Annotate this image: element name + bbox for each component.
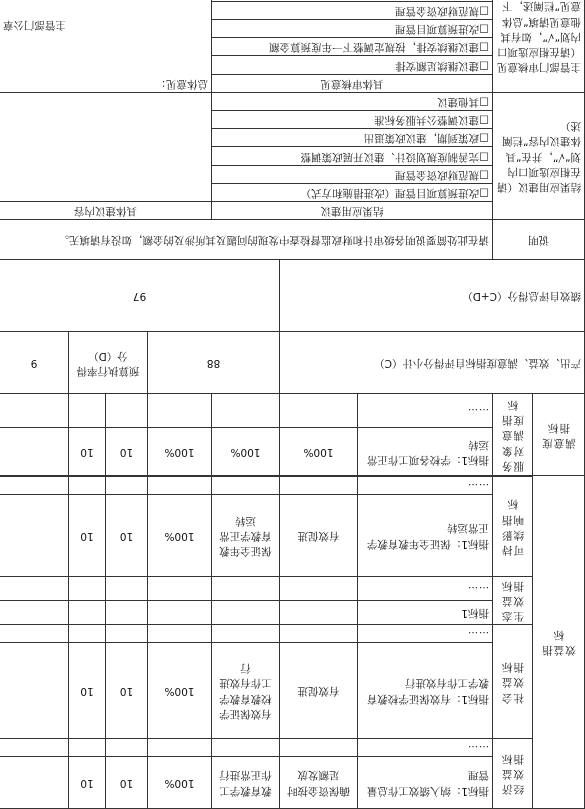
satis-rate: 100% bbox=[148, 428, 212, 476]
review-option[interactable] bbox=[212, 0, 493, 1]
results-option[interactable]: □规范财政资金管理 bbox=[212, 165, 493, 183]
total-row bbox=[0, 260, 585, 332]
eco-indicator: 指标1 bbox=[358, 600, 493, 625]
results-option[interactable]: □建议调整公共服务标准 bbox=[212, 111, 493, 129]
satis-actual: 100% bbox=[212, 428, 280, 476]
satisfaction-indicator-group: 满意度指标 bbox=[533, 394, 585, 476]
review-label: 主管部门审核意见（请在相应选项口内划“√”，如有其他意见请填“总体意见”栏阐述，下 bbox=[493, 0, 585, 92]
econ-target: 确保资金按时足额发放 bbox=[280, 757, 358, 809]
sustain-category: 可持续影响指标 bbox=[493, 477, 533, 577]
review-option[interactable]: □建议继续足额安排 bbox=[212, 56, 493, 74]
subtotal-label: 产出、效益、满意度指标自评得分小计（C） bbox=[280, 332, 585, 394]
sustain-dots: …… bbox=[358, 477, 493, 495]
satis-score: 10 bbox=[69, 428, 106, 476]
econ-indicator: 指标1：纳入绩效工作总量管理 bbox=[358, 757, 493, 809]
sustain-indicator: 指标1：保证全年教育教学正常运转 bbox=[358, 494, 493, 576]
total-value: 97 bbox=[0, 260, 280, 332]
social-dots: …… bbox=[358, 625, 493, 643]
satis-target: 100% bbox=[280, 428, 358, 476]
econ-score: 10 bbox=[69, 757, 106, 809]
table-row bbox=[0, 600, 585, 625]
social-weight: 10 bbox=[106, 643, 148, 739]
social-category: 社会效益指标 bbox=[493, 625, 533, 739]
review-overall-label: 总体意见： bbox=[155, 77, 208, 90]
table-row bbox=[0, 757, 585, 809]
table-row bbox=[0, 643, 585, 739]
results-option[interactable]: □其他建议 bbox=[212, 92, 493, 110]
subtotal-value: 88 bbox=[148, 332, 280, 394]
results-header-row bbox=[0, 202, 585, 220]
social-indicator: 指标1：有效保证学校教育教学工作有效进行 bbox=[358, 643, 493, 739]
review-stamp: 主管部门公章 bbox=[3, 18, 66, 31]
econ-rate: 100% bbox=[148, 757, 212, 809]
social-target: 有效促进 bbox=[280, 643, 358, 739]
eco-category: 生态效益指标 bbox=[493, 576, 533, 625]
econ-weight: 10 bbox=[106, 757, 148, 809]
budget-exec-value: 9 bbox=[0, 332, 69, 394]
social-score: 10 bbox=[69, 643, 106, 739]
review-option[interactable]: □建议继续安排，按规定调整下一年度预算金额 bbox=[212, 38, 493, 56]
satis-category: 服务对象满意度指标 bbox=[493, 394, 533, 476]
note-text: 请在此处简要说明各级审计和财政监督检查中发现的问题及其所涉及的金额，如没有请填无。 bbox=[0, 220, 493, 260]
review-header-row bbox=[0, 74, 585, 92]
review-option[interactable]: □改进预算项目管理 bbox=[212, 19, 493, 37]
total-label: 绩效自评总得分（C+D） bbox=[280, 260, 585, 332]
econ-dots: …… bbox=[358, 739, 493, 757]
social-actual: 有效保证学校教育教学工作有效进行 bbox=[212, 643, 280, 739]
effect-indicator-group: 效益指标 bbox=[533, 476, 585, 809]
satis-dots: …… bbox=[358, 394, 493, 428]
subtotal-row bbox=[0, 332, 585, 394]
review-overall-box[interactable] bbox=[0, 0, 212, 92]
budget-exec-label: 预算执行率得分（D） bbox=[69, 332, 148, 394]
results-label: 结果应用建议（请在相应选项口内划“√”，并在“具体建议内容”栏阐述） bbox=[493, 92, 585, 220]
table-row bbox=[0, 494, 585, 576]
econ-actual: 教育教学工作正常进行 bbox=[212, 757, 280, 809]
satis-weight: 10 bbox=[106, 428, 148, 476]
sustain-actual: 保证全年教育教学正常运转 bbox=[212, 494, 280, 576]
sustain-weight: 10 bbox=[106, 494, 148, 576]
sustain-rate: 100% bbox=[148, 494, 212, 576]
results-option[interactable]: □改进预算项目管理（改进措施和方式） bbox=[212, 183, 493, 201]
table-row bbox=[0, 428, 585, 476]
econ-category: 经济效益指标 bbox=[493, 739, 533, 809]
sustain-score: 10 bbox=[69, 494, 106, 576]
sustain-target: 有效促进 bbox=[280, 494, 358, 576]
results-option[interactable]: □政策到期，建议政策退出 bbox=[212, 129, 493, 147]
note-label: 说明 bbox=[493, 220, 585, 260]
satis-indicator: 指标1：学校各项工作正常运转 bbox=[358, 428, 493, 476]
results-detail-box[interactable] bbox=[0, 92, 212, 201]
results-col1: 结果应用建议 bbox=[212, 202, 493, 220]
results-col2: 具体建议内容 bbox=[0, 202, 212, 220]
note-row bbox=[0, 220, 585, 260]
review-option[interactable]: □规范财政资金管理 bbox=[212, 1, 493, 19]
social-rate: 100% bbox=[148, 643, 212, 739]
eco-dots: …… bbox=[358, 576, 493, 600]
results-option[interactable]: □完善制度规划设计、建议开展政策调整 bbox=[212, 147, 493, 165]
review-col1: 具体审核意见 bbox=[212, 74, 493, 92]
